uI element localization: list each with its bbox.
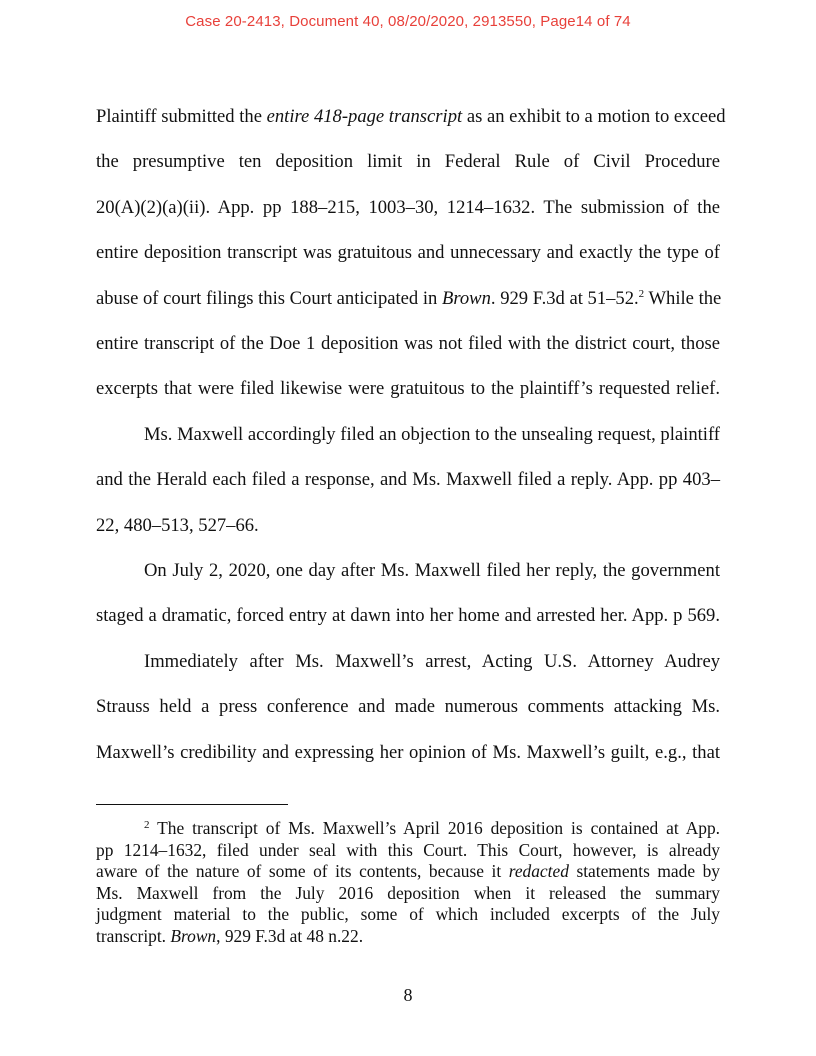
- text-line: [96, 94, 726, 139]
- text-line: [96, 503, 720, 548]
- footnote-separator: [96, 804, 288, 805]
- text-line: [96, 548, 720, 593]
- text-run: . 929 F.3d at 51–52.: [490, 287, 639, 309]
- text-run: pp 1214–1632, filed under seal with this Court. This Court, however, is already: [96, 839, 720, 860]
- text-run: Plaintiff submitted the: [96, 106, 267, 127]
- text-run: entire deposition transcript was gratuitous and unnecessary and exactly the type of: [96, 242, 720, 264]
- text-run: 20(A)(2)(a)(ii). App. pp 188–215, 1003–30, 1214–1632. The submission of the: [96, 196, 720, 218]
- text-run: Ms. Maxwell accordingly filed an objection to the unsealing request, plaintiff: [144, 423, 720, 445]
- text-line: [96, 684, 720, 729]
- text-line: [96, 593, 720, 638]
- italic-text: entire 418-page transcript: [266, 106, 463, 127]
- text-line: [96, 926, 720, 948]
- text-run: as an exhibit to a motion to exceed: [462, 106, 726, 127]
- text-run: statements made by: [568, 861, 720, 882]
- text-run: Immediately after Ms. Maxwell’s arrest, Acting U.S. Attorney Audrey: [144, 650, 720, 672]
- text-line: [96, 412, 720, 457]
- text-run: judgment material to the public, some of which included excerpts of the July: [96, 904, 720, 925]
- text-line: [96, 457, 720, 502]
- main-text: [96, 94, 726, 775]
- paragraph-2: [96, 412, 720, 548]
- text-line: [96, 840, 720, 862]
- text-line: [96, 818, 720, 840]
- text-line: [96, 230, 720, 275]
- paragraph-4: [96, 639, 720, 775]
- italic-text: Brown: [441, 287, 491, 309]
- text-run: Strauss held a press conference and made numerous comments attacking Ms.: [96, 696, 720, 718]
- footnote-2: [96, 818, 720, 948]
- text-run: abuse of court filings this Court anticipated in: [96, 287, 442, 309]
- text-line: [96, 730, 720, 775]
- footnote-marker: 2: [638, 287, 645, 300]
- text-run: entire transcript of the Doe 1 deposition was not filed with the district court, those: [96, 333, 720, 355]
- paragraph-3: [96, 548, 720, 639]
- text-run: the presumptive ten deposition limit in Federal Rule of Civil Procedure: [96, 151, 720, 173]
- footnote-text: [96, 818, 720, 948]
- text-line: [96, 861, 720, 883]
- italic-text: redacted: [508, 861, 569, 882]
- text-line: [96, 139, 720, 184]
- text-line: [96, 321, 720, 366]
- footnote-marker: 2: [144, 819, 150, 831]
- text-line: [96, 185, 720, 230]
- text-run: transcript.: [96, 925, 171, 946]
- text-run: On July 2, 2020, one day after Ms. Maxwell filed her reply, the government: [144, 560, 720, 582]
- text-run: and the Herald each filed a response, and Ms. Maxwell filed a reply. App. pp 403–: [96, 469, 720, 491]
- italic-text: Brown: [170, 925, 217, 946]
- text-run: , 929 F.3d at 48 n.22.: [216, 925, 364, 946]
- text-line: [96, 366, 720, 411]
- text-run: staged a dramatic, forced entry at dawn into her home and arrested her. App. p 569.: [96, 605, 720, 627]
- text-run: excerpts that were filed likewise were gratuitous to the plaintiff’s requested relief.: [96, 378, 720, 400]
- text-line: [96, 883, 720, 905]
- text-run: Maxwell’s credibility and expressing her opinion of Ms. Maxwell’s guilt, e.g., that: [96, 741, 720, 763]
- paragraph-1: [96, 94, 726, 412]
- text-run: aware of the nature of some of its contents, because it: [96, 861, 509, 882]
- text-line: [96, 904, 720, 926]
- case-header: Case 20-2413, Document 40, 08/20/2020, 2913550, Page14 of 74: [185, 13, 631, 30]
- text-run: Ms. Maxwell from the July 2016 deposition when it released the summary: [96, 882, 720, 903]
- text-run: 22, 480–513, 527–66.: [96, 514, 259, 536]
- text-run: While the: [644, 287, 722, 309]
- text-line: [96, 276, 720, 321]
- page-number: 8: [403, 985, 413, 1005]
- text-line: [96, 639, 720, 684]
- text-run: The transcript of Ms. Maxwell’s April 2016 deposition is contained at App.: [149, 818, 720, 838]
